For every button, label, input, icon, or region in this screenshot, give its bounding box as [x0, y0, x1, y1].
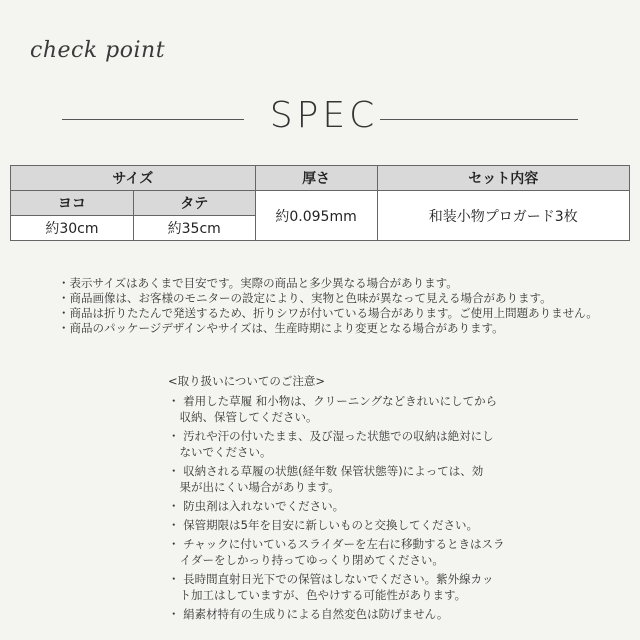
care-item-line: ・ 防虫剤は入れないでください。: [168, 499, 345, 513]
spec-divider-right: [380, 119, 578, 120]
care-item-line: イダーをしかっり持ってゆっくり閉めてください。: [168, 553, 444, 567]
care-item-line: 収納、保管してください。: [168, 410, 318, 424]
care-item-line: ト加工はしていますが、色やけする可能性があります。: [168, 588, 467, 602]
note-line: ・商品画像は、お客様のモニターの設定により、実物と色味が異なって見える場合があります。: [58, 291, 552, 305]
spec-table: [10, 165, 630, 241]
thickness-value: 約0.095mm: [255, 191, 377, 241]
width-value: 約30cm: [11, 216, 134, 241]
care-instructions: [168, 373, 505, 625]
care-item: [168, 536, 505, 568]
care-item: [168, 393, 498, 425]
spec-heading: [62, 95, 578, 143]
care-item: [168, 428, 494, 460]
care-item: [168, 571, 494, 603]
spec-title: SPEC: [269, 95, 379, 136]
contents-value: 和装小物プロガード3枚: [377, 191, 630, 241]
care-item: [168, 606, 488, 622]
height-value: 約35cm: [133, 216, 255, 241]
check-point-logo: check point: [30, 38, 166, 63]
care-item-line: ・ チャックに付いているスライダーを左右に移動するときはスラ: [168, 537, 505, 551]
care-item-line: 果が出にくい場合があります。: [168, 480, 340, 494]
size-header: サイズ: [11, 166, 256, 191]
care-title: <取り扱いについてのご注意>: [168, 374, 326, 388]
product-notes: [58, 276, 618, 336]
note-line: ・表示サイズはあくまで目安です。実際の商品と多少異なる場合があります。: [58, 276, 458, 290]
note-line: ・商品は折りたたんで発送するため、折りシワが付いている場合があります。ご使用上問題ありません。: [58, 306, 598, 320]
care-item: [168, 517, 488, 533]
care-item-line: ・ 収納される草履の状態(経年数 保管状態等)によっては、効: [168, 464, 484, 478]
care-item-line: ないでください。: [168, 445, 272, 459]
care-item-line: ・ 長時間直射日光下での保管はしないでください。紫外線カッ: [168, 572, 494, 586]
width-label: ヨコ: [11, 191, 134, 216]
care-item-line: ・ 絹素材特有の生成りによる自然変色は防げません。: [168, 607, 449, 621]
care-item-line: ・ 着用した草履 和小物は、クリーニングなどきれいにしてから: [168, 394, 498, 408]
contents-header: セット内容: [377, 166, 630, 191]
thickness-header: 厚さ: [255, 166, 377, 191]
care-item: [168, 463, 488, 495]
height-label: タテ: [133, 191, 255, 216]
care-item-line: ・ 保管期限は5年を目安に新しいものと交換してください。: [168, 518, 478, 532]
spec-divider-left: [62, 119, 244, 120]
care-item: [168, 498, 488, 514]
care-item-line: ・ 汚れや汗の付いたまま、及び湿った状態での収納は絶対にし: [168, 429, 494, 443]
note-line: ・商品のパッケージデザインやサイズは、生産時期により変更となる場合があります。: [58, 321, 504, 335]
